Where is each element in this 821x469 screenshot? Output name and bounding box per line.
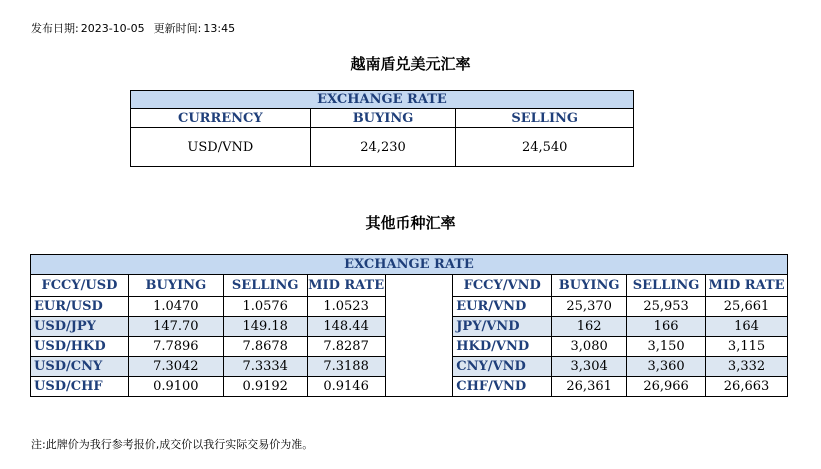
right-selling: 26,966 (627, 377, 706, 397)
left-pair: EUR/USD (31, 297, 129, 317)
exchange-rate-header: EXCHANGE RATE (131, 91, 634, 109)
right-pair: CHF/VND (453, 377, 552, 397)
right-mid-rate: 3,115 (706, 337, 788, 357)
other-currencies-table (30, 254, 788, 397)
left-buying: 7.3042 (128, 357, 223, 377)
right-mid-rate: 164 (706, 317, 788, 337)
col-right-selling: SELLING (627, 275, 706, 297)
right-buying: 26,361 (552, 377, 627, 397)
right-selling: 166 (627, 317, 706, 337)
left-buying: 7.7896 (128, 337, 223, 357)
col-selling: SELLING (456, 109, 634, 128)
right-mid-rate: 26,663 (706, 377, 788, 397)
table-gap (385, 317, 453, 337)
publish-date-label: 发布日期: (31, 22, 79, 35)
right-mid-rate: 3,332 (706, 357, 788, 377)
table-row (31, 337, 788, 357)
left-mid-rate: 148.44 (307, 317, 385, 337)
left-buying: 0.9100 (128, 377, 223, 397)
table-gap (385, 337, 453, 357)
vnd-usd-table (130, 90, 634, 167)
left-mid-rate: 0.9146 (307, 377, 385, 397)
left-mid-rate: 7.3188 (307, 357, 385, 377)
col-left-selling: SELLING (223, 275, 307, 297)
update-time: 13:45 (203, 22, 236, 35)
table-gap (385, 377, 453, 397)
table-row (31, 297, 788, 317)
right-pair: JPY/VND (453, 317, 552, 337)
right-mid-rate: 25,661 (706, 297, 788, 317)
col-left-buying: BUYING (128, 275, 223, 297)
disclaimer-note: 注:此牌价为我行参考报价,成交价以我行实际交易价为准。 (31, 438, 314, 451)
right-pair: CNY/VND (453, 357, 552, 377)
right-buying: 3,304 (552, 357, 627, 377)
col-left-mid-rate: MID RATE (307, 275, 385, 297)
other-currencies-title: 其他币种汇率 (365, 214, 456, 232)
col-right-mid-rate: MID RATE (706, 275, 788, 297)
col-fccy-usd: FCCY/USD (31, 275, 129, 297)
left-pair: USD/JPY (31, 317, 129, 337)
table-gap (385, 357, 453, 377)
publish-info (31, 20, 237, 36)
left-pair: USD/HKD (31, 337, 129, 357)
table-row (31, 377, 788, 397)
publish-date: 2023-10-05 (80, 22, 145, 35)
usd-vnd-pair: USD/VND (131, 128, 311, 167)
table-gap (385, 297, 453, 317)
left-buying: 147.70 (128, 317, 223, 337)
right-selling: 25,953 (627, 297, 706, 317)
right-buying: 25,370 (552, 297, 627, 317)
right-buying: 162 (552, 317, 627, 337)
left-selling: 0.9192 (223, 377, 307, 397)
left-selling: 149.18 (223, 317, 307, 337)
usd-vnd-buying: 24,230 (310, 128, 456, 167)
left-selling: 7.8678 (223, 337, 307, 357)
left-mid-rate: 7.8287 (307, 337, 385, 357)
right-buying: 3,080 (552, 337, 627, 357)
col-buying: BUYING (310, 109, 456, 128)
left-buying: 1.0470 (128, 297, 223, 317)
update-time-label: 更新时间: (153, 22, 202, 35)
left-selling: 1.0576 (223, 297, 307, 317)
right-pair: HKD/VND (453, 337, 552, 357)
left-pair: USD/CNY (31, 357, 129, 377)
right-pair: EUR/VND (453, 297, 552, 317)
left-mid-rate: 1.0523 (307, 297, 385, 317)
col-fccy-vnd: FCCY/VND (453, 275, 552, 297)
left-selling: 7.3334 (223, 357, 307, 377)
left-pair: USD/CHF (31, 377, 129, 397)
col-right-buying: BUYING (552, 275, 627, 297)
table-gap (385, 275, 453, 297)
right-selling: 3,360 (627, 357, 706, 377)
table-row (31, 317, 788, 337)
right-selling: 3,150 (627, 337, 706, 357)
usd-vnd-selling: 24,540 (456, 128, 634, 167)
other-exchange-rate-header: EXCHANGE RATE (31, 255, 788, 275)
vnd-usd-title: 越南盾兑美元汇率 (350, 55, 471, 73)
table-row (31, 357, 788, 377)
col-currency: CURRENCY (131, 109, 311, 128)
